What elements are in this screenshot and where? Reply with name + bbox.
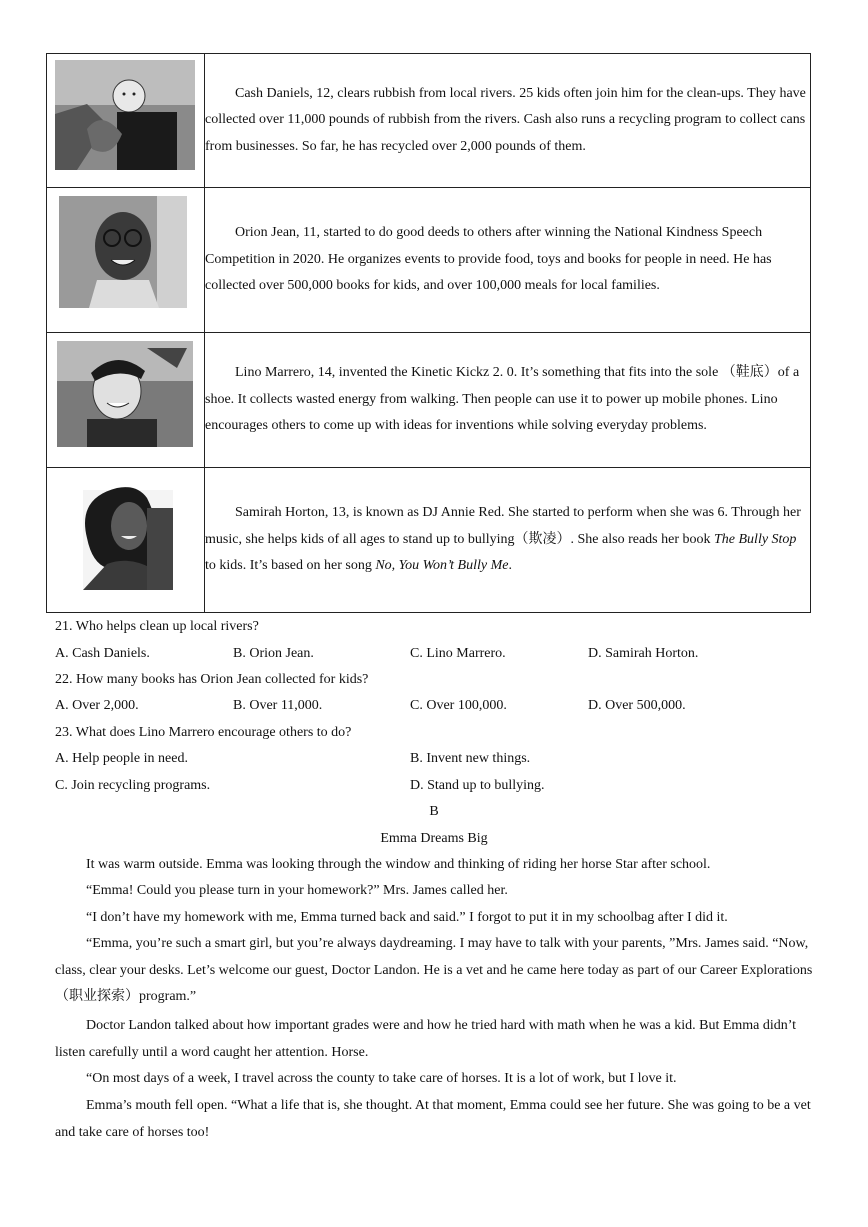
profile-text-cell [205, 333, 811, 468]
paragraph: “Emma! Could you please turn in your homework?” Mrs. James called her. [86, 883, 508, 898]
option: B. Over 11,000. [233, 698, 323, 713]
photo-cell [47, 188, 205, 333]
profile-row [47, 333, 811, 468]
paragraph: It was warm outside. Emma was looking through the window and thinking of riding her horse Star after school. [86, 857, 711, 872]
cash-daniels-photo [47, 54, 204, 182]
option: C. Lino Marrero. [410, 646, 506, 661]
question-23: 23. What does Lino Marrero encourage others to do? [55, 725, 352, 740]
paragraph: Emma’s mouth fell open. “What a life that is, she thought. At that moment, Emma could see her future. She was going to be a vet and take care of horses too! [55, 1098, 811, 1140]
photo-cell [47, 54, 205, 188]
profile-text-cell [205, 188, 811, 333]
lino-marrero-photo [47, 333, 204, 462]
photo-cell [47, 468, 205, 613]
profile-text-part: . [508, 558, 512, 574]
section-letter: B [429, 804, 439, 819]
photo-cell [47, 333, 205, 468]
option: B. Invent new things. [410, 751, 531, 766]
profile-text [205, 500, 810, 580]
option: B. Orion Jean. [233, 646, 314, 661]
profile-row [47, 468, 811, 613]
option: D. Samirah Horton. [588, 646, 699, 661]
profile-row [47, 54, 811, 188]
paragraph: “On most days of a week, I travel across the county to take care of horses. It is a lot of work, but I love it. [86, 1071, 677, 1086]
orion-jean-photo [47, 188, 204, 327]
option: C. Join recycling programs. [55, 778, 211, 793]
profile-text-part: to kids. It’s based on her song [205, 558, 376, 574]
paragraph: Doctor Landon talked about how important grades were and how he tried hard with math when he was a kid. But Emma didn’t listen carefully until a word caught her attention. Horse. [55, 1018, 797, 1060]
samirah-horton-photo [47, 468, 204, 607]
book-title: The Bully Stop [714, 531, 797, 547]
paragraph: “I don’t have my homework with me, Emma turned back and said.” I forgot to put it in my schoolbag after I did it. [86, 910, 728, 925]
option: A. Over 2,000. [55, 698, 139, 713]
question-21: 21. Who helps clean up local rivers? [55, 619, 259, 634]
song-title: No, You Won’t Bully Me [375, 558, 509, 574]
profile-text: Orion Jean, 11, started to do good deeds to others after winning the National Kindness Speech Competition in 2020. He organizes events to provide food, toys and books for people in need. He has collected over 500,000 books for kids, and over 100,000 meals for local families. [205, 225, 772, 294]
profile-text-cell [205, 468, 811, 613]
option: D. Stand up to bullying. [410, 778, 545, 793]
question-22: 22. How many books has Orion Jean collected for kids? [55, 672, 369, 687]
profile-text-cell [205, 54, 811, 188]
option: A. Help people in need. [55, 751, 188, 766]
paragraph: “Emma, you’re such a smart girl, but you’re always daydreaming. I may have to talk with your parents, ”Mrs. James said. “Now, class, clear your desks. Let’s welcome our guest, Doctor Landon. He is a vet and he came here today as part of our Career Explorations（职业探索）program.” [55, 936, 813, 1004]
option: A. Cash Daniels. [55, 646, 150, 661]
option: C. Over 100,000. [410, 698, 507, 713]
profile-text: Cash Daniels, 12, clears rubbish from local rivers. 25 kids often join him for the clean-ups. They have collected over 11,000 pounds of rubbish from the rivers. Cash also runs a recycling program to collect cans from businesses. So far, he has recycled over 2,000 pounds of them. [205, 85, 806, 154]
option: D. Over 500,000. [588, 698, 686, 713]
profile-text-part: Samirah Horton, 13, is known as DJ Annie Red. She started to perform when she was 6. Through her music, she helps kids of all ages to stand up to bullying（欺凌）. She also reads her book [205, 505, 801, 547]
profile-text: Lino Marrero, 14, invented the Kinetic Kickz 2. 0. It’s something that fits into the sole （鞋底）of a shoe. It collects wasted energy from walking. Then people can use it to power up mobile phones. Lino encourages others to come up with ideas for inventions while solving everyday problems. [205, 365, 800, 434]
profile-row [47, 188, 811, 333]
passage-title: Emma Dreams Big [380, 831, 488, 846]
profiles-table [46, 53, 811, 613]
